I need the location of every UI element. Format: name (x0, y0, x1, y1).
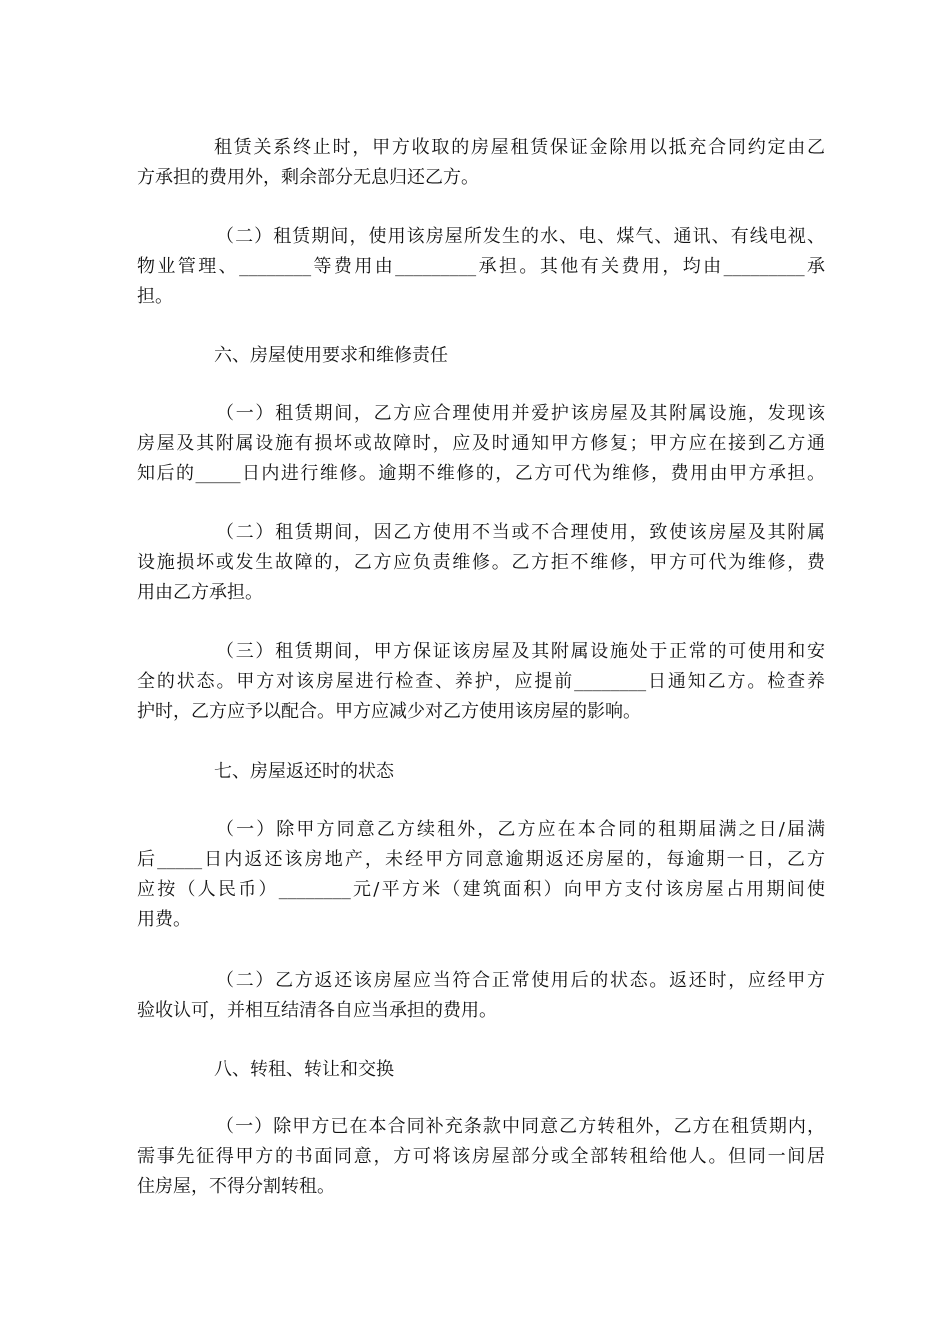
section-heading-text: 六、房屋使用要求和维修责任 (214, 345, 448, 366)
paragraph-section-7-1 (137, 815, 825, 935)
section-heading-text: 八、转租、转让和交换 (214, 1059, 394, 1080)
paragraph-line: 护时，乙方应予以配合。甲方应减少对乙方使用该房屋的影响。 (137, 701, 641, 722)
paragraph-section-6-2 (137, 518, 825, 608)
paragraph-deposit-return (137, 133, 825, 193)
paragraph-line: （二）乙方返还该房屋应当符合正常使用后的状态。返还时，应经甲方 (216, 970, 825, 991)
paragraph-section-6-1 (137, 399, 825, 489)
paragraph-line: 设施损坏或发生故障的，乙方应负责维修。乙方拒不维修，甲方可代为维修，费 (137, 552, 825, 573)
paragraph-line: 验收认可，并相互结清各自应当承担的费用。 (137, 1000, 497, 1021)
paragraph-line: （一）除甲方同意乙方续租外，乙方应在本合同的租期届满之日/届满 (216, 819, 825, 840)
paragraph-line: 需事先征得甲方的书面同意，方可将该房屋部分或全部转租给他人。但同一间居 (137, 1146, 825, 1167)
paragraph-section-7-2 (137, 966, 825, 1026)
paragraph-section-6-3 (137, 637, 825, 727)
paragraph-line: 后_____日内返还该房地产，未经甲方同意逾期返还房屋的，每逾期一日，乙方 (137, 849, 825, 870)
paragraph-line: （一）租赁期间，乙方应合理使用并爱护该房屋及其附属设施，发现该 (216, 403, 825, 424)
section-heading-7 (137, 757, 825, 787)
paragraph-line: 用由乙方承担。 (137, 582, 263, 603)
paragraph-line: 担。 (137, 286, 173, 307)
paragraph-line: （二）租赁期间，因乙方使用不当或不合理使用，致使该房屋及其附属 (216, 522, 825, 543)
paragraph-line: 住房屋，不得分割转租。 (137, 1176, 335, 1197)
paragraph-fees-2 (137, 222, 825, 312)
paragraph-line: 全的状态。甲方对该房屋进行检查、养护，应提前________日通知乙方。检查养 (137, 671, 825, 692)
paragraph-line: 物业管理、________等费用由_________承担。其他有关费用，均由_________承 (137, 256, 825, 277)
paragraph-line: 用费。 (137, 909, 191, 930)
paragraph-line: 知后的_____日内进行维修。逾期不维修的，乙方可代为维修，费用由甲方承担。 (137, 463, 825, 484)
paragraph-line: 房屋及其附属设施有损坏或故障时，应及时通知甲方修复；甲方应在接到乙方通 (137, 433, 825, 454)
paragraph-line: 应按（人民币）________元/平方米（建筑面积）向甲方支付该房屋占用期间使 (137, 879, 825, 900)
section-heading-text: 七、房屋返还时的状态 (214, 761, 394, 782)
paragraph-line: （三）租赁期间，甲方保证该房屋及其附属设施处于正常的可使用和安 (216, 641, 825, 662)
section-heading-6 (137, 341, 825, 371)
paragraph-line: 租赁关系终止时，甲方收取的房屋租赁保证金除用以抵充合同约定由乙 (214, 137, 825, 158)
paragraph-line: （二）租赁期间，使用该房屋所发生的水、电、煤气、通讯、有线电视、 (216, 226, 825, 247)
paragraph-line: （一）除甲方已在本合同补充条款中同意乙方转租外，乙方在租赁期内， (216, 1116, 825, 1137)
paragraph-line: 方承担的费用外，剩余部分无息归还乙方。 (137, 167, 479, 188)
section-heading-8 (137, 1055, 825, 1085)
paragraph-section-8-1 (137, 1112, 825, 1202)
